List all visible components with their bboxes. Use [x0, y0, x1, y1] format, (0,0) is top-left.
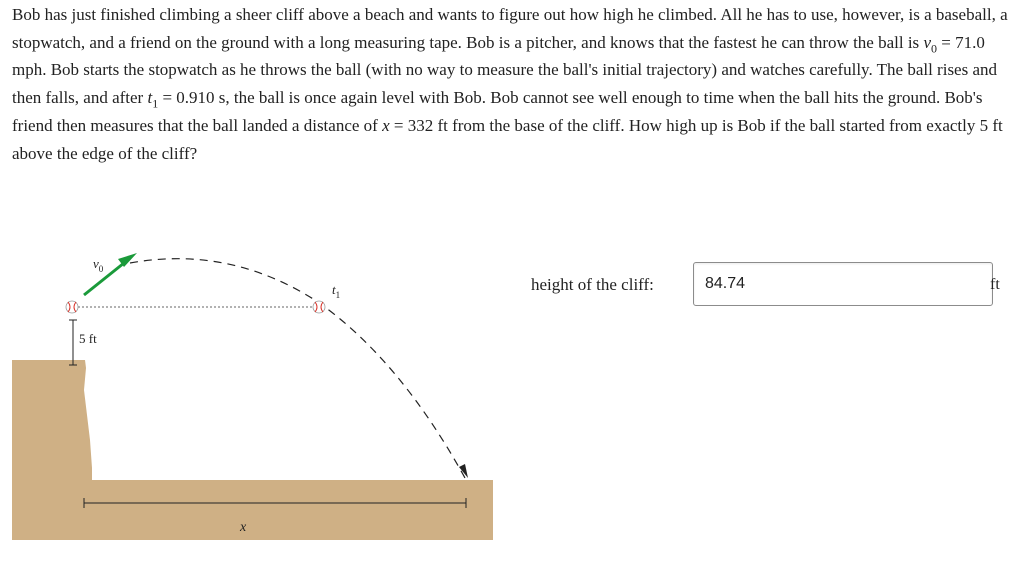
- x-symbol: x: [382, 115, 390, 135]
- v0-subscript: 0: [930, 41, 937, 56]
- t1-label: [332, 282, 340, 300]
- answer-label: height of the cliff:: [531, 275, 654, 294]
- cliff-and-beach: [12, 360, 493, 540]
- problem-part-1: Bob has just finished climbing a sheer cliff above a beach and wants to figure out how high he climbed. All he has to use, however, is a baseball, a stopwatch, and a friend on the ground with a long measuring tape. Bob is a pitcher, and knows that the fastest he can throw the ball is: [12, 5, 1008, 52]
- height-bracket: [69, 320, 77, 365]
- trajectory-path: [130, 259, 465, 478]
- v0-symbol: v: [923, 32, 931, 52]
- v0-label-symbol: v: [93, 256, 99, 271]
- cliff-diagram: [0, 240, 500, 545]
- t1-label-symbol: t: [332, 282, 336, 297]
- baseball-start: [66, 301, 78, 313]
- cliff-height-input[interactable]: [693, 262, 993, 306]
- t1-subscript: 1: [152, 96, 159, 111]
- t1-symbol: t: [147, 88, 153, 108]
- problem-text: [12, 1, 1012, 167]
- problem-part-2: = 71.0 mph. Bob starts the stopwatch as he throws the ball (with no way to measure the ball's initial trajectory) and watches carefully. The ball rises and then falls, and after: [12, 32, 998, 108]
- baseball-t1: [313, 301, 325, 313]
- problem-part-3: = 0.910 s, the ball is once again level with Bob. Bob cannot see well enough to time when the ball hits the ground. Bob's friend then measures that the ball landed a distance of: [12, 88, 983, 135]
- v0-label: [93, 256, 104, 274]
- x-label: x: [240, 520, 247, 535]
- t1-label-sub: 1: [335, 290, 341, 300]
- problem-statement: [12, 1, 1012, 167]
- answer-unit: ft: [990, 276, 1000, 293]
- v0-label-sub: 0: [98, 264, 104, 274]
- velocity-arrow: [84, 263, 124, 295]
- problem-part-4: = 332 ft from the base of the cliff. How high up is Bob if the ball started from exactly 5 ft above the edge of the cliff?: [12, 115, 1003, 163]
- height-label: 5 ft: [79, 331, 97, 346]
